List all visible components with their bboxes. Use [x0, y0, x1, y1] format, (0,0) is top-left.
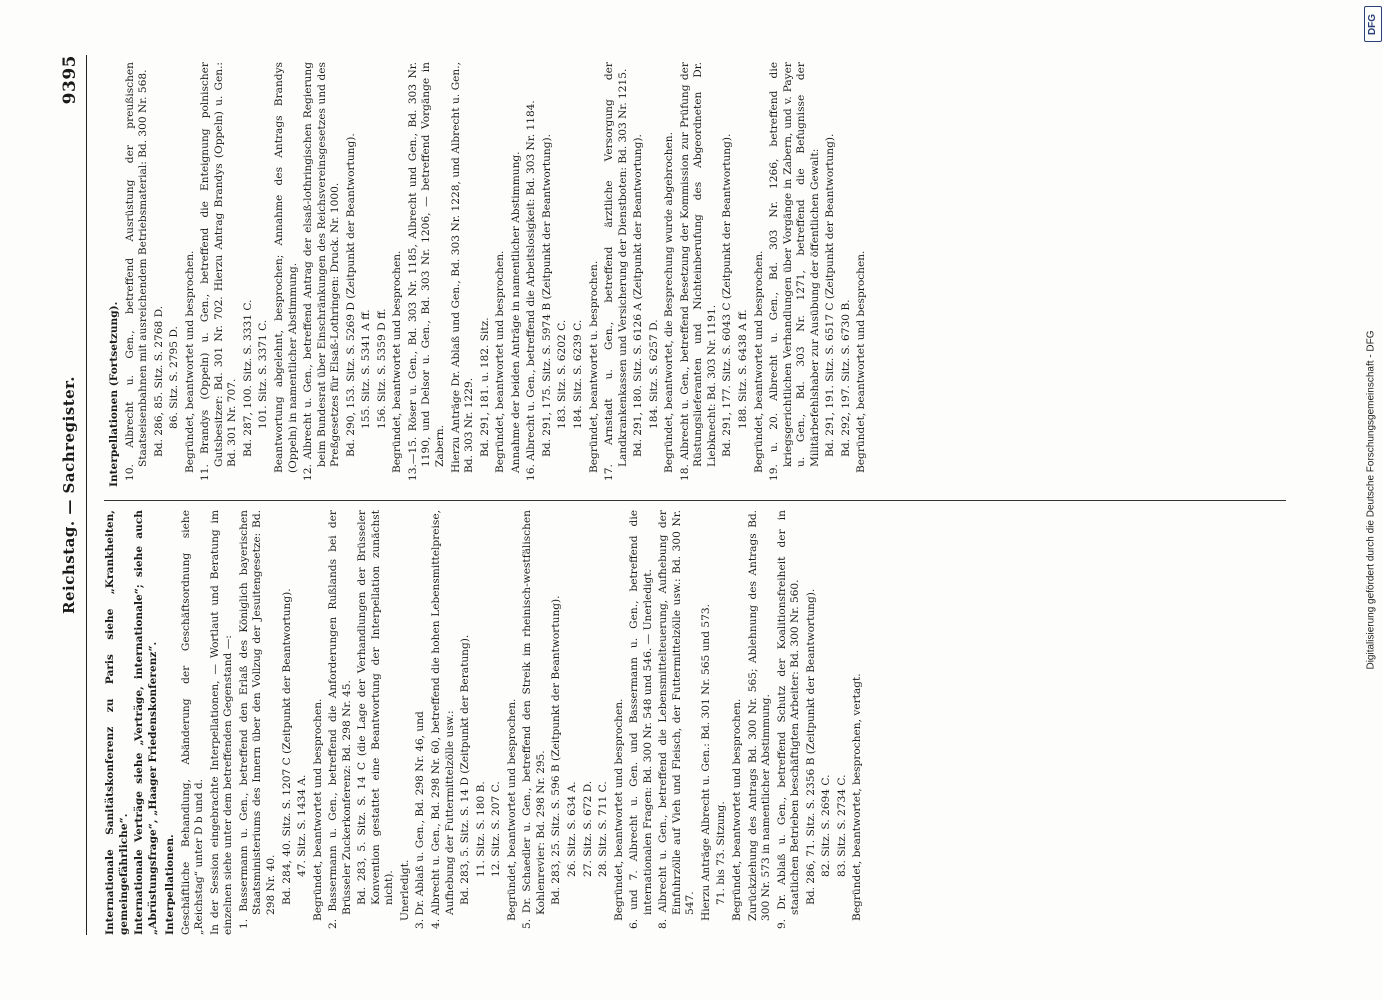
funding-note: Digitalisierung gefördert durch die Deutsche Forschungsgemeinschaft - DFG [1365, 330, 1377, 670]
dfg-logo-text: DFG [1367, 13, 1379, 35]
left-column-entry: 6. und 7. Albrecht u. Gen. und Bassermann u. Gen., betreffend die internationalen Fragen: Bd. 300 Nr. 548 und 546. — Unerledigt. [628, 510, 654, 929]
right-column-entry: Begründet, beantwortet, die Besprechung wurde abgebrochen. [663, 132, 676, 473]
right-column [104, 62, 871, 487]
left-column-entry: 9. Dr. Ablaß u. Gen., betreffend Schutz der Koalitionsfreiheit der in staatlichen Betrieben beschäftigten Arbeiter: Bd. 300 Nr. 560. [775, 510, 802, 929]
right-column-entry: 184. Sitz. S. 6257 D. [647, 319, 660, 429]
right-column-entry: Bd. 291, 181. u. 182. Sitz. [478, 317, 491, 457]
right-column-entry: 18. Albrecht u. Gen., betreffend Besetzung der Kommission zur Prüfung der Rüstungslieferanten und Nichteinberufung des Abgeordneten Dr. Liebknecht: Bd. 303 Nr. 1191. [678, 62, 718, 481]
left-column-entry: Begründet, beantwortet und besprochen. [612, 698, 625, 921]
right-column-entry: Beantwortung abgelehnt, besprochen; Annahme des Antrags Brandys (Oppeln) in namentlicher Abstimmung. [273, 62, 299, 473]
left-column-entry: 1. Bassermann u. Gen., betreffend den Erlaß des Königlich bayerischen Staatsministeriums des Innern über den Vollzug der Jesuitengesetze: Bd. 298 Nr. 40. [237, 510, 278, 929]
left-column-entry: Internationale Sanitätskonferenz zu Paris siehe „Krankheiten, gemeingefährliche“. [104, 510, 130, 935]
left-column-entry: Geschäftliche Behandlung, Abänderung der Geschäftsordnung siehe „Reichstag“ unter D b und d. [179, 510, 206, 935]
right-column-entry: Begründet, beantwortet und besprochen. [494, 250, 507, 473]
left-column-entry: Bd. 284, 40. Sitz. S. 1207 C (Zeitpunkt der Beantwortung). [280, 588, 293, 905]
right-column-entry: Bd. 292, 197. Sitz. S. 6730 B. [839, 299, 852, 457]
dfg-logo [1364, 6, 1382, 42]
page-header [60, 55, 90, 935]
right-column-entry: 17. Arnstadt u. Gen., betreffend ärztliche Versorgung der Landkrankenkassen und Versicherung der Dienstboten: Bd. 303 Nr. 1215. [603, 62, 629, 481]
left-column-entry: 5. Dr. Schaedler u. Gen., betreffend den Streik im rheinisch-westfälischen Kohlenrevier: Bd. 298 Nr. 295. [521, 510, 547, 929]
left-column [104, 510, 867, 935]
right-column-entry: 188. Sitz. S. 6438 A ff. [736, 309, 749, 429]
right-column-entry: 16. Albrecht u. Gen., betreffend die Arbeitslosigkeit: Bd. 303 Nr. 1184. [525, 100, 538, 481]
right-column-entry: Begründet, beantwortet und besprochen. [183, 250, 196, 473]
right-column-entry: 183. Sitz. S. 6202 C. [556, 319, 569, 429]
right-column-entry: Hierzu Anträge Dr. Ablaß und Gen., Bd. 303 Nr. 1228, und Albrecht u. Gen., Bd. 303 Nr. 1229. [449, 62, 476, 473]
right-column-entry: Begründet, beantwortet u. besprochen. [587, 260, 600, 473]
right-column-entry: Bd. 291, 175. Sitz. S. 5974 B (Zeitpunkt der Beantwortung). [540, 133, 553, 457]
left-column-entry: 11. Sitz. S. 180 B. [474, 781, 487, 877]
left-column-entry: Unerledigt. [398, 859, 411, 921]
right-column-entry: 156. Sitz. S. 5359 D ff. [375, 308, 388, 429]
right-column-entry: 155. Sitz. S. 5341 A ff. [360, 309, 373, 429]
right-column-entry: Bd. 290, 153. Sitz. S. 5269 D (Zeitpunkt der Beantwortung). [344, 133, 357, 457]
left-column-entry: 2. Bassermann u. Gen., betreffend die Anforderungen Rußlands bei der Brüsseler Zuckerkonferenz: Bd. 298 Nr. 45. [327, 510, 353, 929]
left-column-entry: Bd. 283, 5. Sitz. S. 14 D (Zeitpunkt der Beratung). [459, 634, 472, 905]
left-column-entry: Begründet, beantwortet und besprochen. [311, 698, 324, 921]
rotated-page [56, 35, 1326, 965]
right-column-entry: 13.—15. Röser u. Gen., Bd. 303 Nr. 1185, Albrecht und Gen., Bd. 303 Nr. 1190, und Delsor u. Gen., Bd. 303 Nr. 1206, — betreffend Vorgänge in Zabern. [406, 62, 447, 481]
left-column-entry: Interpellationen. [164, 834, 177, 935]
right-column-entry: Annahme der beiden Anträge in namentlicher Abstimmung. [509, 151, 522, 473]
left-column-entry: Begründet, beantwortet und besprochen. [730, 698, 743, 921]
left-column-entry: Internationale Verträge siehe „Verträge, internationale“; siehe auch „Abrüstungsfrage“, „Haager Friedenskonferenz“. [133, 510, 159, 935]
left-column-entry: Begründet, beantwortet, besprochen, vertagt. [851, 673, 864, 921]
left-column-entry: 3. Dr. Ablaß u. Gen., Bd. 298 Nr. 46, und [414, 711, 427, 929]
left-column-entry: 12. Sitz. S. 207 C. [490, 781, 503, 877]
page-number: 9395 [60, 55, 80, 105]
right-column-entry: Interpellationen (Fortsetzung). [108, 301, 120, 487]
left-column-entry: Begründet, beantwortet und besprochen. [505, 698, 518, 921]
right-column-entry: 184. Sitz. S. 6239 C. [571, 319, 584, 429]
right-column-entry: Begründet, beantwortet und besprochen. [855, 250, 868, 473]
right-column-entry: Bd. 291, 191. Sitz. S. 6517 C (Zeitpunkt der Beantwortung). [824, 133, 837, 457]
running-title: Reichstag. — Sachregister. [60, 376, 78, 614]
right-column-entry: 11. Brandys (Oppeln) u. Gen., betreffend die Enteignung polnischer Gutsbesitzer: Bd. 301 Nr. 702. Hierzu Antrag Brandys (Oppeln) u. Gen.: Bd. 301 Nr. 707. [199, 62, 239, 481]
left-column-entry: 71. bis 73. Sitzung. [715, 801, 728, 905]
right-column-entry: Bd. 291, 180. Sitz. S. 6126 A (Zeitpunkt der Beantwortung). [632, 134, 645, 457]
left-column-entry: Hierzu Anträge Albrecht u. Gen.: Bd. 301 Nr. 565 und 573. [699, 604, 712, 921]
left-column-entry: 4. Albrecht u. Gen., Bd. 298 Nr. 60, betreffend die hohen Lebensmittelpreise, Aufhebung der Futtermittelzölle usw.: [430, 510, 456, 929]
left-column-entry: 82. Sitz. S. 2694 C. [820, 774, 833, 877]
right-column-entry: Begründet, beantwortet und besprochen. [752, 250, 765, 473]
right-column-entry: 19. u. 20. Albrecht u. Gen., Bd. 303 Nr. 1266, betreffend die kriegsgerichtlichen Verhandlungen über Vorgänge in Zabern, und v. Payer u. Gen., Bd. 303 Nr. 1271, betreffend die Befugnisse der Militärbefehlshaber zur Ausübung der öffentlichen Gewalt: [768, 62, 821, 481]
right-column-entry: Bd. 291, 177. Sitz. S. 6043 C (Zeitpunkt der Beantwortung). [721, 133, 734, 457]
right-column-entry: 86. Sitz. S. 2795 D. [168, 326, 181, 429]
left-column-entry: Bd. 283, 25. Sitz. S. 596 B (Zeitpunkt der Beantwortung). [550, 595, 563, 905]
left-column-entry: 27. Sitz. S. 672 D. [581, 780, 594, 877]
right-column-entry: Bd. 287, 100. Sitz. S. 3331 C. [241, 299, 254, 457]
left-column-entry: Bd. 286, 71. Sitz. S. 2356 B (Zeitpunkt der Beantwortung). [804, 588, 817, 905]
left-column-entry: In der Session eingebrachte Interpellationen, — Wortlaut und Beratung im einzelnen siehe unter dem betreffenden Gegenstand —: [208, 510, 235, 935]
left-column-entry: 26. Sitz. S. 634 A. [565, 781, 578, 877]
header-rule [86, 55, 87, 935]
left-column-entry: Bd. 283, 5. Sitz. S. 14 C (die Lage der Verhandlungen der Brüsseler Konvention gestattet eine Beantwortung der Interpellation zunächst nicht). [356, 510, 396, 905]
left-column-entry: 47. Sitz. S. 1434 A. [296, 774, 309, 877]
left-column-entry: 28. Sitz. S. 711 C. [597, 781, 610, 877]
column-divider [104, 500, 1286, 501]
right-column-entry: 101. Sitz. S. 3371 C. [257, 319, 270, 429]
right-column-entry: 10. Albrecht u. Gen., betreffend Ausrüstung der preußischen Staatseisenbahnen mit ausreichendem Betriebsmaterial: Bd. 300 Nr. 568. [123, 62, 150, 481]
left-column-entry: Zurückziehung des Antrags Bd. 300 Nr. 565; Ablehnung des Antrags Bd. 300 Nr. 573 in namentlicher Abstimmung. [746, 510, 773, 921]
left-column-entry: 83. Sitz. S. 2734 C. [835, 774, 848, 877]
right-column-entry: 12. Albrecht u. Gen., betreffend Antrag der elsaß-lothringischen Regierung beim Bundesrat über Einschränkungen des Reichsvereinsgesetzes und des Preßgesetzes für Elsaß-Lothringen: Druck. Nr. 1000. [302, 62, 342, 481]
right-column-entry: Begründet, beantwortet und besprochen. [391, 250, 404, 473]
right-column-entry: Bd. 286, 85. Sitz. S. 2768 D. [152, 305, 165, 457]
left-column-entry: 8. Albrecht u. Gen., betreffend die Lebensmittelteuerung, Aufhebung der Einfuhrzölle auf Vieh und Fleisch, der Futtermittelzölle usw.: Bd. 300 Nr. 547. [657, 510, 697, 929]
